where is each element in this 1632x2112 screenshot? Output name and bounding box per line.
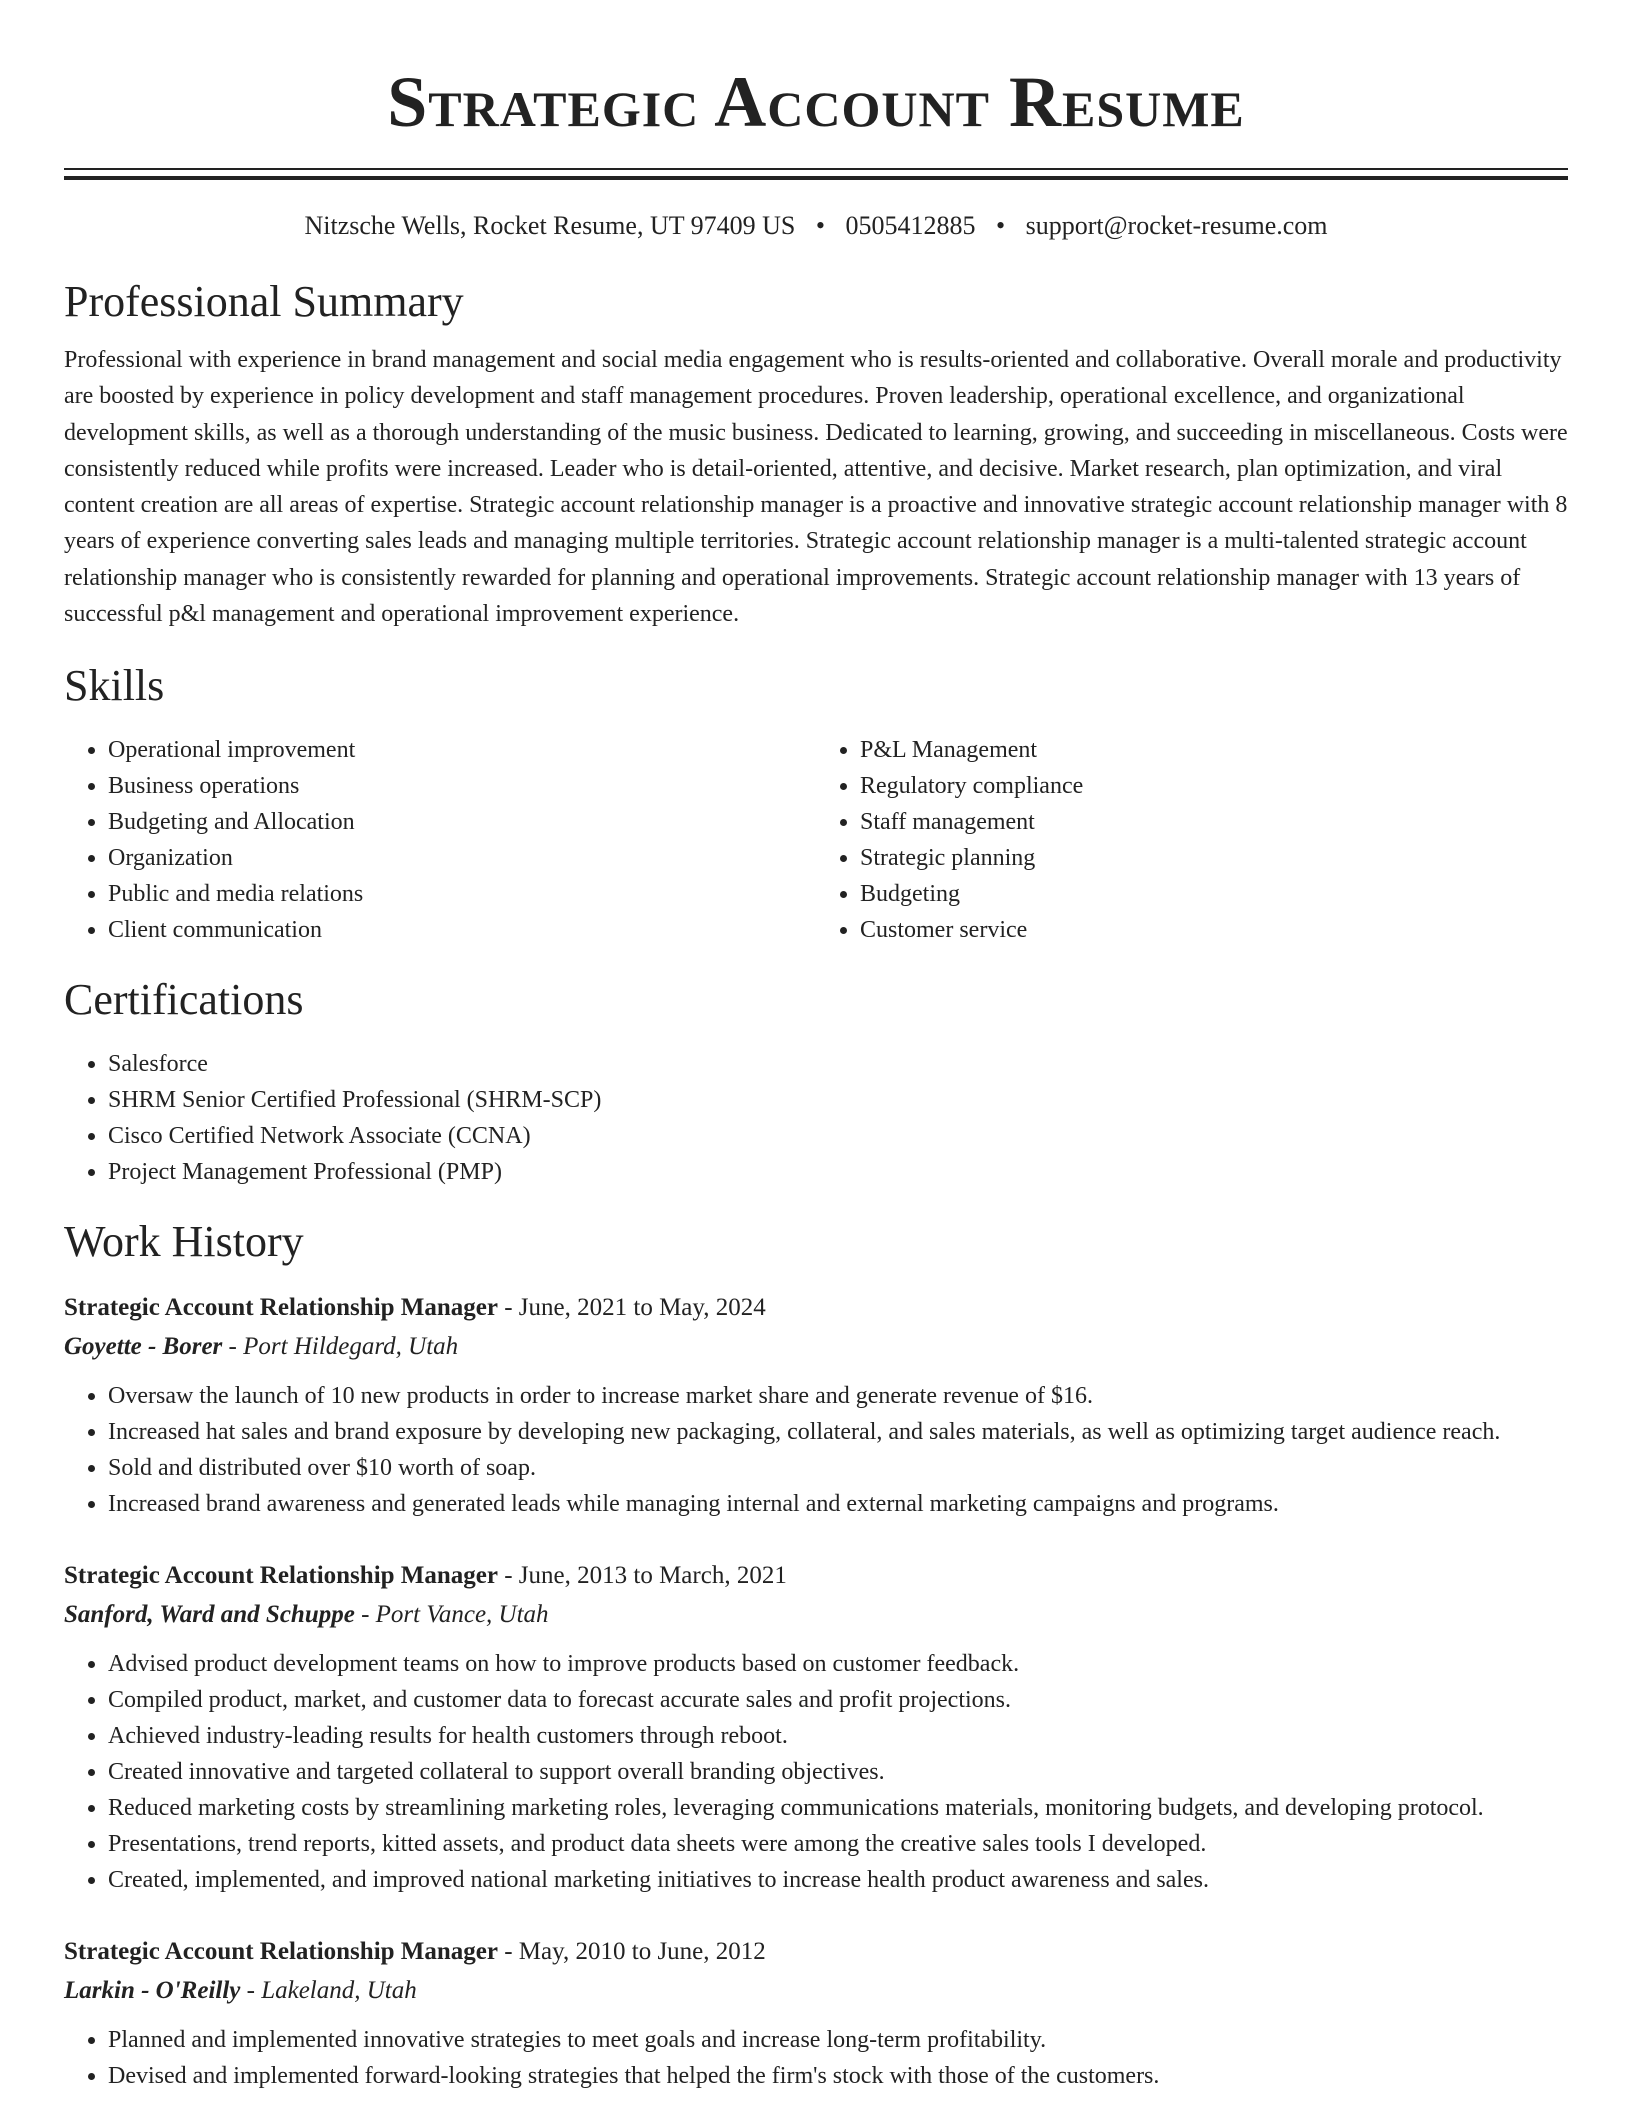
skills-columns (64, 732, 1568, 948)
summary-heading: Professional Summary (64, 277, 464, 326)
job-duty: • Compiled product, market, and customer data to forecast accurate sales and profit projections. (108, 1682, 1568, 1718)
contact-line (64, 210, 1568, 242)
job-duties (64, 2022, 1568, 2094)
certification-item: • Project Management Professional (PMP) (108, 1154, 1568, 1190)
skill-item: • Public and media relations (108, 876, 816, 912)
job-company-line (64, 1971, 1568, 2010)
skill-item: • Client communication (108, 912, 816, 948)
resume-page (64, 0, 1568, 2094)
job-company: Larkin - O'Reilly (64, 1977, 241, 2005)
job-duty: • Achieved industry-leading results for health customers through reboot. (108, 1718, 1568, 1754)
job-location: - Lakeland, Utah (240, 1977, 417, 2005)
skill-item: • Budgeting and Allocation (108, 804, 816, 840)
title-divider-thin (64, 168, 1568, 170)
job-duty: • Devised and implemented forward-looking strategies that helped the firm's stock with those of the customers. (108, 2058, 1568, 2094)
skill-item: • P&L Management (860, 732, 1568, 768)
job-company-line (64, 1327, 1568, 1366)
job-title: Strategic Account Relationship Manager (64, 1294, 498, 1322)
skill-item: • Budgeting (860, 876, 1568, 912)
skills-list-right (816, 732, 1568, 948)
title-divider-thick (64, 176, 1568, 180)
job-duty: • Oversaw the launch of 10 new products in order to increase market share and generate revenue of $16. (108, 1378, 1568, 1414)
certification-item: • Salesforce (108, 1046, 1568, 1082)
job-duty: • Reduced marketing costs by streamlining marketing roles, leveraging communications materials, monitoring budgets, and developing protocol. (108, 1790, 1568, 1826)
contact-separator: • (995, 211, 1006, 240)
skill-item: • Operational improvement (108, 732, 816, 768)
skill-item: • Customer service (860, 912, 1568, 948)
contact-email: support@rocket-resume.com (1025, 211, 1328, 240)
job-entry (64, 1288, 1568, 1522)
skill-item: • Organization (108, 840, 816, 876)
contact-address: Nitzsche Wells, Rocket Resume, UT 97409 US (304, 211, 796, 240)
job-duty: • Created, implemented, and improved national marketing initiatives to increase health product awareness and sales. (108, 1862, 1568, 1898)
summary-text: Professional with experience in brand management and social media engagement who is results-oriented and collaborative. Overall morale and productivity are boosted by experience in policy development and staff management procedures. Proven leadership, operational excellence, and organizational development skills, as well as a thorough understanding of the music business. Dedicated to learning, growing, and succeeding in miscellaneous. Costs were consistently reduced while profits were increased. Leader who is detail-oriented, attentive, and decisive. Market research, plan optimization, and viral content creation are all areas of expertise. Strategic account relationship manager is a proactive and innovative strategic account relationship manager with 8 years of experience converting sales leads and managing multiple territories. Strategic account relationship manager is a multi-talented strategic account relationship manager who is consistently rewarded for planning and operational improvements. Strategic account relationship manager with 13 years of successful p&l management and operational improvement experience. (64, 347, 1568, 628)
job-dates: - June, 2021 to May, 2024 (497, 1294, 766, 1322)
job-company: Goyette - Borer (64, 1333, 223, 1361)
job-duty: • Increased brand awareness and generated leads while managing internal and external marketing campaigns and programs. (108, 1486, 1568, 1522)
contact-separator: • (815, 211, 825, 240)
skills-list-left (64, 732, 816, 948)
contact-phone: 0505412885 (845, 211, 976, 240)
job-duty: • Sold and distributed over $10 worth of soap. (108, 1450, 1568, 1486)
job-duty: • Increased hat sales and brand exposure by developing new packaging, collateral, and sales materials, as well as optimizing target audience reach. (108, 1414, 1568, 1450)
skills-heading: Skills (64, 661, 165, 711)
job-company: Sanford, Ward and Schuppe (64, 1601, 355, 1629)
job-duty: • Advised product development teams on how to improve products based on customer feedback. (108, 1646, 1568, 1682)
skill-item: • Business operations (108, 768, 816, 804)
certification-item: • Cisco Certified Network Associate (CCNA) (108, 1118, 1568, 1154)
job-entry (64, 1556, 1568, 1898)
job-location: - Port Hildegard, Utah (222, 1333, 459, 1361)
skill-item: • Regulatory compliance (860, 768, 1568, 804)
job-title: Strategic Account Relationship Manager (64, 1562, 498, 1590)
job-duties (64, 1646, 1568, 1898)
job-company-line (64, 1595, 1568, 1634)
job-title: Strategic Account Relationship Manager (64, 1938, 498, 1966)
job-duty: • Created innovative and targeted collateral to support overall branding objectives. (108, 1754, 1568, 1790)
job-title-line (64, 1932, 1568, 1971)
job-dates: - June, 2013 to March, 2021 (497, 1562, 787, 1590)
job-duty: • Planned and implemented innovative strategies to meet goals and increase long-term profitability. (108, 2022, 1568, 2058)
job-location: - Port Vance, Utah (354, 1601, 549, 1629)
certifications-list (64, 1046, 1568, 1190)
resume-title: Strategic Account Resume (387, 62, 1245, 142)
skill-item: • Strategic planning (860, 840, 1568, 876)
job-title-line (64, 1288, 1568, 1327)
skill-item: • Staff management (860, 804, 1568, 840)
work-history-heading: Work History (64, 1217, 304, 1267)
certifications-heading: Certifications (64, 975, 304, 1025)
certification-item: • SHRM Senior Certified Professional (SHRM-SCP) (108, 1082, 1568, 1118)
job-entry (64, 1932, 1568, 2094)
job-duty: • Presentations, trend reports, kitted assets, and product data sheets were among the creative sales tools I developed. (108, 1826, 1568, 1862)
job-duties (64, 1378, 1568, 1522)
job-dates: - May, 2010 to June, 2012 (497, 1938, 766, 1966)
job-title-line (64, 1556, 1568, 1595)
